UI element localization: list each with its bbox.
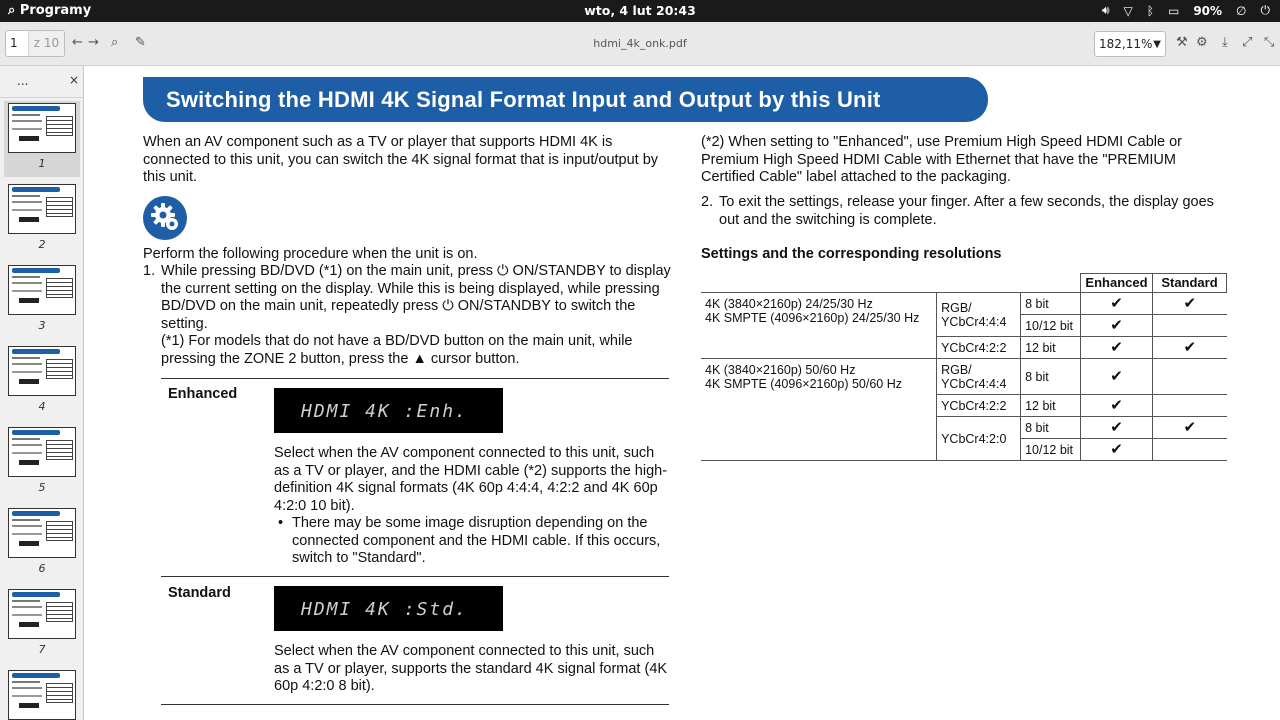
display-enhanced: HDMI 4K :Enh. <box>274 388 503 433</box>
step-2-number: 2. <box>701 194 714 210</box>
color-format-rgb444: RGB/ YCbCr4:4:4 <box>937 293 1021 337</box>
color-format-rgb444: RGB/ YCbCr4:4:4 <box>937 359 1021 395</box>
page-thumbnail[interactable] <box>4 587 80 663</box>
previous-page-icon[interactable]: ← <box>72 35 83 50</box>
check-mark: ✔ <box>1081 337 1153 359</box>
bit-depth: 12 bit <box>1021 337 1081 359</box>
step-1-number: 1. <box>143 263 156 279</box>
battery-icon[interactable]: ▭ <box>1167 3 1180 18</box>
page-thumbnail[interactable] <box>4 425 80 501</box>
bit-depth: 10/12 bit <box>1021 439 1081 461</box>
table-row <box>701 359 1227 395</box>
intro-paragraph: When an AV component such as a TV or player that supports HDMI 4K is connected to this unit, you can switch the 4K signal format that is input/output by this unit. <box>143 134 659 185</box>
enhanced-label: Enhanced <box>168 386 238 402</box>
bit-depth: 8 bit <box>1021 417 1081 439</box>
color-format-ycbcr420: YCbCr4:2:0 <box>937 417 1021 461</box>
annotate-icon[interactable]: ✎ <box>135 35 146 50</box>
thumbnail-page-number: 6 <box>38 562 46 575</box>
footnote-2: (*2) When setting to "Enhanced", use Premium High Speed HDMI Cable or Premium High Speed HDMI Cable with Ethernet that have the "PREMIUM Certified Cable" label attached to the packaging. <box>701 134 1182 185</box>
system-tray <box>1102 3 1270 18</box>
column-header-standard: Standard <box>1152 274 1226 293</box>
zoom-value: 182,11% <box>1099 37 1153 51</box>
page-selector <box>5 30 65 57</box>
thumbnail-page-number: 1 <box>38 157 46 170</box>
power-icon[interactable]: ⏻ <box>1260 3 1270 17</box>
search-icon[interactable]: ⌕ <box>111 35 119 50</box>
sidebar-menu-button[interactable]: ... <box>17 74 29 88</box>
check-mark: ✔ <box>1152 417 1226 439</box>
check-mark: ✔ <box>1081 315 1153 337</box>
settings-gear-icon <box>143 196 187 240</box>
color-format-ycbcr422: YCbCr4:2:2 <box>937 395 1021 417</box>
notifications-off-icon[interactable]: ∅ <box>1236 3 1247 18</box>
zoom-selector[interactable] <box>1094 31 1166 57</box>
bit-depth: 12 bit <box>1021 395 1081 417</box>
display-standard: HDMI 4K :Std. <box>274 586 503 631</box>
check-mark: ✔ <box>1081 439 1153 461</box>
check-mark: ✔ <box>1081 293 1153 315</box>
enhanced-bullet-note: There may be some image disruption depending on the connected component and the HDMI cable. If this occurs, switch to "Standard". <box>292 515 661 566</box>
page-total: z 10 <box>28 31 64 56</box>
enhanced-description: Select when the AV component connected to this unit, such as a TV or player, and the HDMI cable (*2) supports the high-definition 4K signal formats (4K 60p 4:4:4, 4:2:2 and 4K 60p 4:2:0 10 bit). <box>274 445 668 514</box>
check-mark: ✔ <box>1152 337 1226 359</box>
page-thumbnail[interactable] <box>4 506 80 582</box>
bit-depth: 8 bit <box>1021 293 1081 315</box>
table-row <box>701 274 1227 293</box>
thumbnail-page-number: 7 <box>38 643 46 656</box>
bullet-icon: • <box>278 515 284 531</box>
check-mark: ✔ <box>1081 359 1153 395</box>
check-mark: ✔ <box>1152 293 1226 315</box>
page-thumbnail[interactable] <box>4 182 80 258</box>
battery-percentage: 90% <box>1193 3 1223 18</box>
page-thumbnail[interactable] <box>4 668 80 720</box>
wrench-icon[interactable]: ⚒ <box>1176 35 1188 50</box>
page-number-input[interactable]: 1 <box>10 36 18 50</box>
document-title: hdmi_4k_onk.pdf <box>593 37 687 50</box>
applications-label: Programy <box>19 3 92 18</box>
step-1-text: While pressing BD/DVD (*1) on the main unit, press ⏻ ON/STANDBY to display the current setting on the display. While this is being displayed, while pressing BD/DVD on the main unit, repeatedly press ⏻ ON/STANDBY to switch the setting. <box>161 263 671 332</box>
thumbnail-page-number: 4 <box>38 400 46 413</box>
bluetooth-icon[interactable]: ᛒ <box>1146 3 1154 18</box>
color-format-ycbcr422: YCbCr4:2:2 <box>937 337 1021 359</box>
table-title: Settings and the corresponding resolutions <box>701 246 1002 262</box>
expand-icon[interactable]: ⤡ <box>1264 35 1275 50</box>
check-mark: ✔ <box>1081 395 1153 417</box>
close-icon[interactable]: × <box>69 73 80 87</box>
resolution-group-50-60hz: 4K (3840×2160p) 50/60 Hz 4K SMPTE (4096×2160p) 50/60 Hz <box>701 359 937 461</box>
bit-depth: 10/12 bit <box>1021 315 1081 337</box>
viewer-toolbar <box>0 22 1280 66</box>
standard-description: Select when the AV component connected to this unit, such as a TV or player, supports the standard 4K signal format (4K 60p 4:2:0 8 bit). <box>274 643 668 694</box>
wifi-icon[interactable]: ▽ <box>1123 3 1133 18</box>
thumbnail-page-number: 5 <box>38 481 46 494</box>
bit-depth: 8 bit <box>1021 359 1081 395</box>
chevron-down-icon: ▼ <box>1153 38 1161 50</box>
check-mark: ✔ <box>1081 417 1153 439</box>
next-page-icon[interactable]: → <box>88 35 99 50</box>
download-icon[interactable]: ⤓ <box>1222 35 1228 50</box>
step-1-footnote: (*1) For models that do not have a BD/DVD button on the main unit, while pressing the ZONE 2 button, press the ▲ cursor button. <box>161 333 633 367</box>
divider <box>161 704 669 705</box>
pdf-page <box>92 66 1280 720</box>
standard-label: Standard <box>168 585 231 601</box>
resolution-group-24-30hz: 4K (3840×2160p) 24/25/30 Hz 4K SMPTE (4096×2160p) 24/25/30 Hz <box>701 293 937 359</box>
gear-icon[interactable]: ⚙ <box>1196 35 1208 50</box>
clock[interactable]: wto, 4 lut 20:43 <box>584 3 696 18</box>
procedure-intro: Perform the following procedure when the unit is on. <box>143 246 478 262</box>
page-thumbnail[interactable] <box>4 344 80 420</box>
step-2-text: To exit the settings, release your finger. After a few seconds, the display goes out and the switching is complete. <box>719 194 1214 228</box>
page-thumbnail[interactable] <box>4 101 80 177</box>
applications-menu[interactable] <box>8 3 91 18</box>
thumbnail-page-number: 3 <box>38 319 46 332</box>
search-icon: ⌕ <box>8 3 16 18</box>
table-row <box>701 293 1227 315</box>
thumbnail-page-number: 2 <box>38 238 46 251</box>
divider <box>161 378 669 379</box>
divider <box>161 576 669 577</box>
column-header-enhanced: Enhanced <box>1081 274 1153 293</box>
system-top-bar <box>0 0 1280 22</box>
fullscreen-icon[interactable]: ⤢ <box>1242 35 1253 50</box>
page-banner-title: Switching the HDMI 4K Signal Format Input and Output by this Unit <box>143 77 988 122</box>
page-thumbnail[interactable] <box>4 263 80 339</box>
thumbnail-sidebar <box>0 66 84 720</box>
resolution-table <box>701 273 1227 461</box>
volume-icon[interactable]: 🔊︎ <box>1101 3 1110 17</box>
